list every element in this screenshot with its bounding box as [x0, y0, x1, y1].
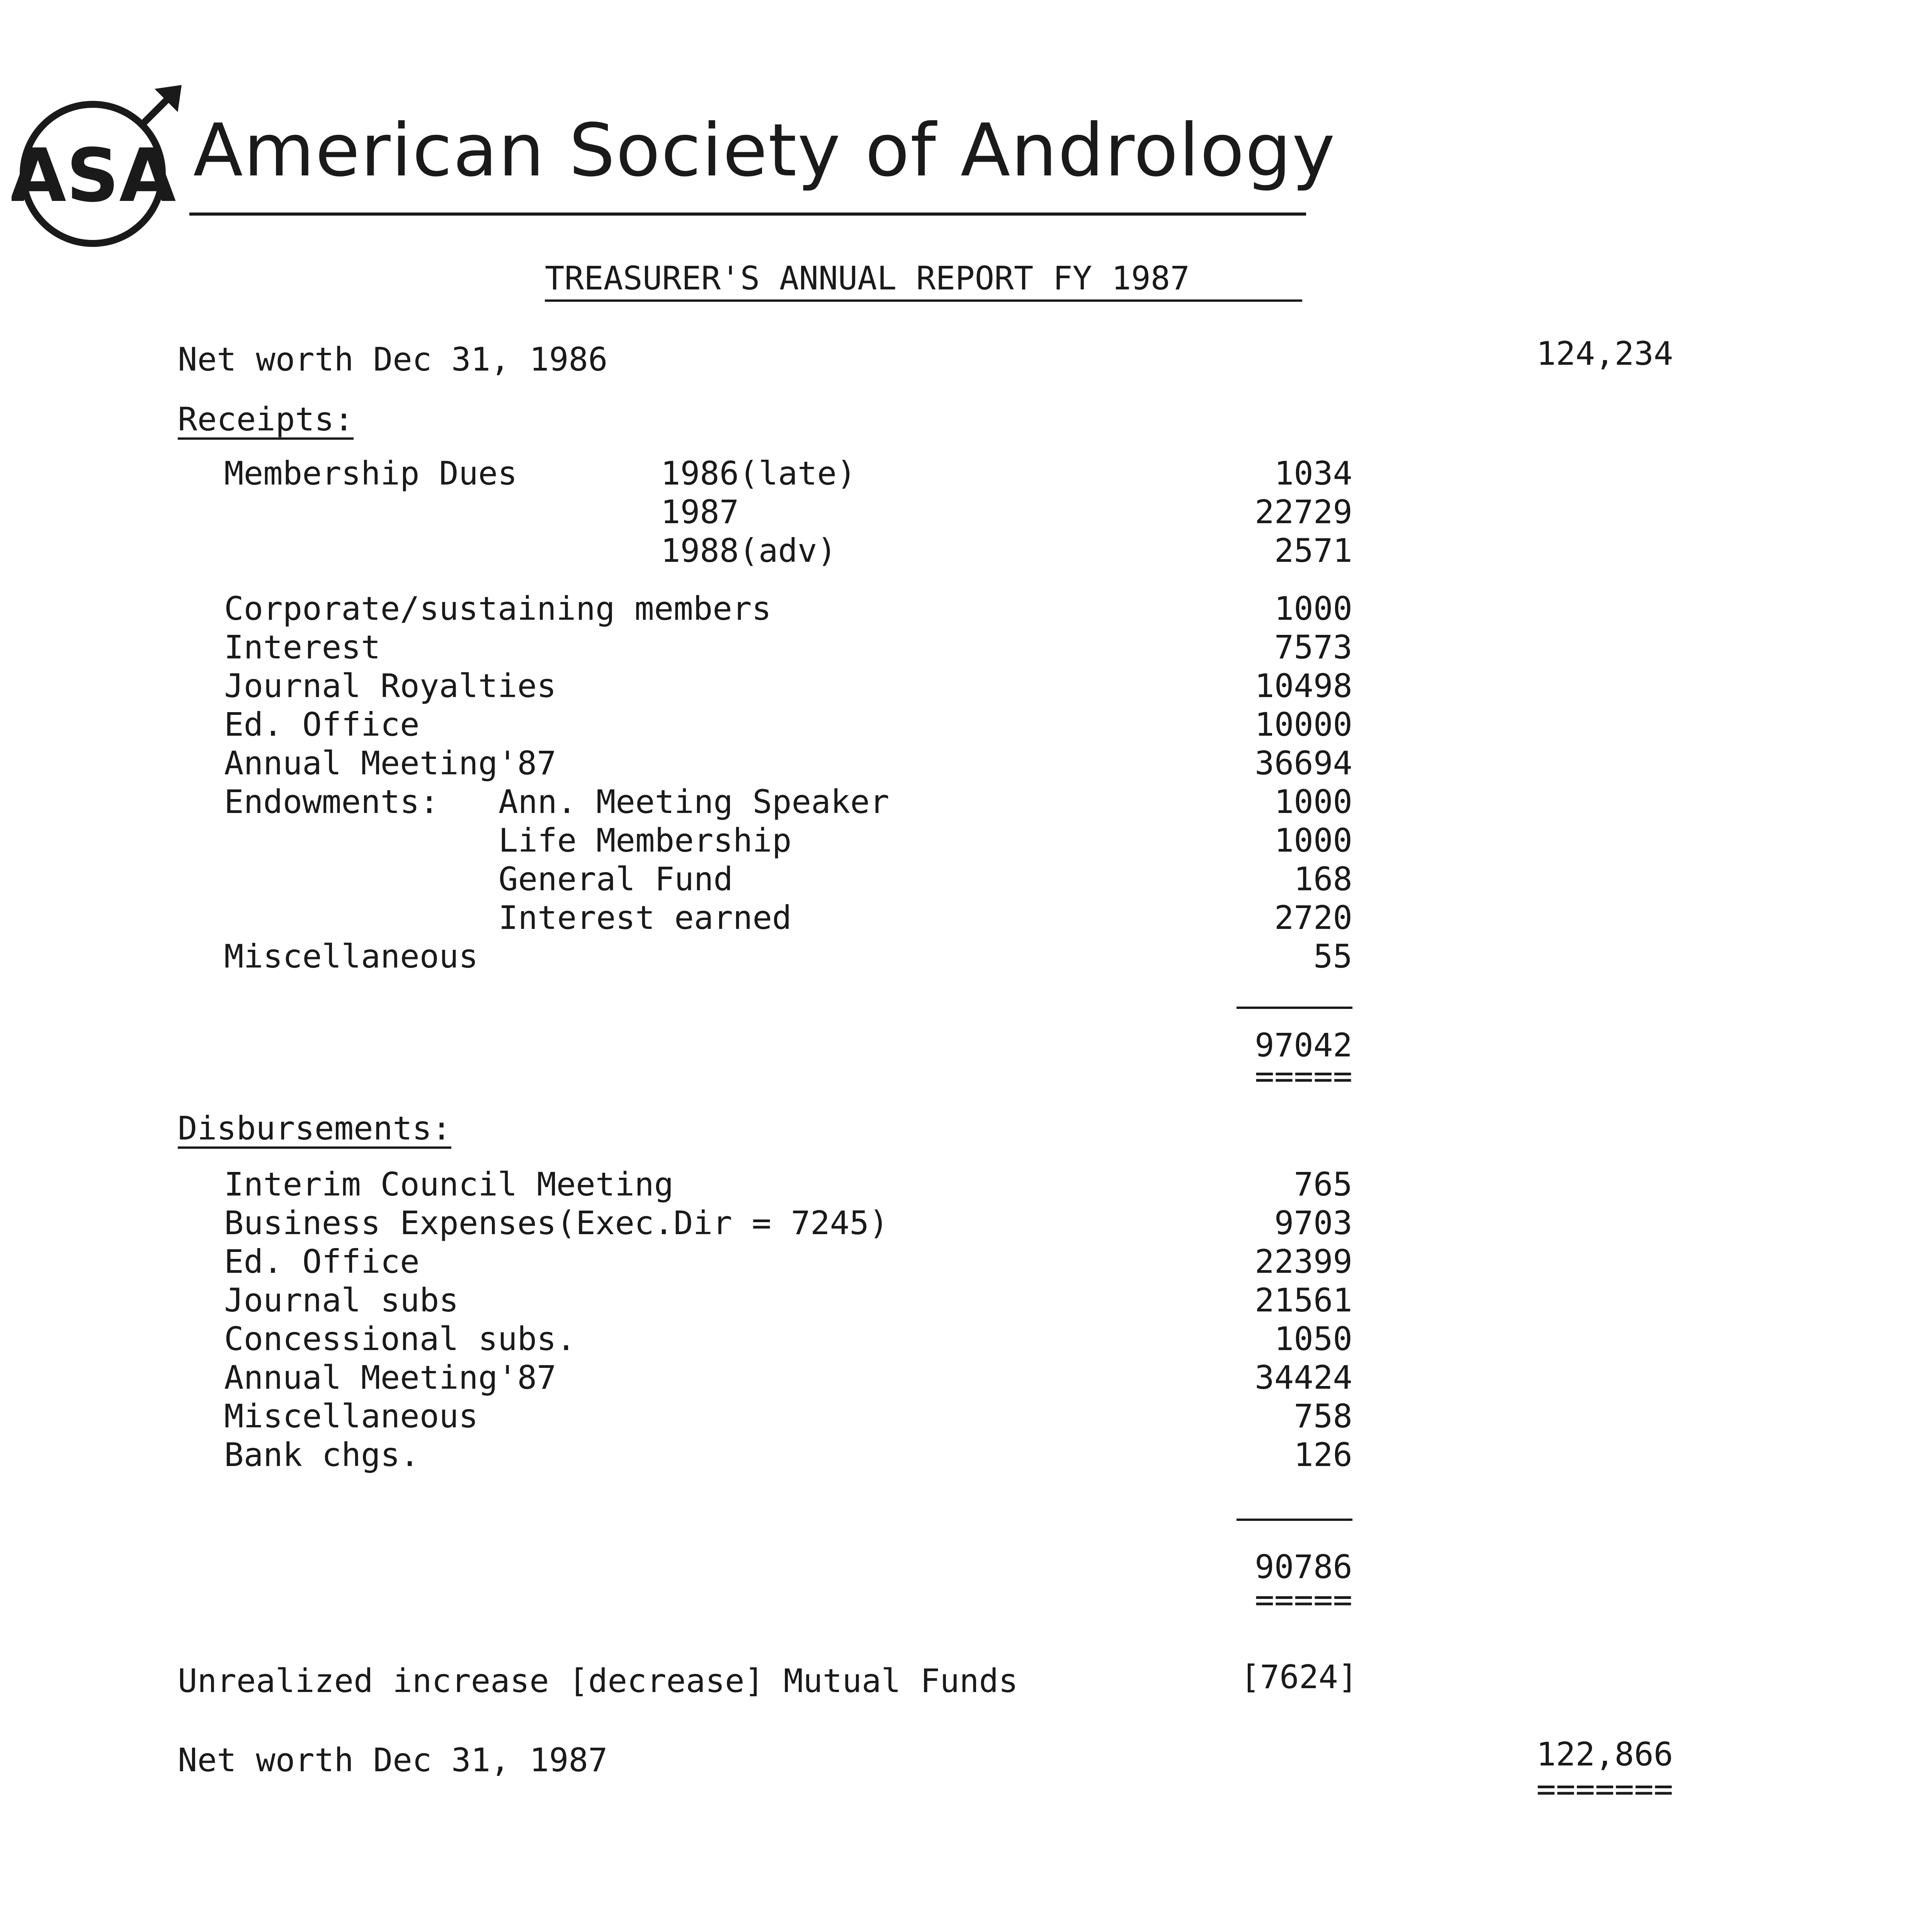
disbursement-amount: 758 — [1294, 1397, 1352, 1435]
receipts-total-rule — [1237, 1007, 1352, 1009]
endowment-label: Interest earned — [498, 899, 792, 937]
closing-net-worth-value: 122,866 — [1536, 1735, 1673, 1773]
opening-net-worth-label: Net worth Dec 31, 1986 — [178, 340, 608, 378]
logo-text: ASA — [12, 133, 176, 218]
title-underline — [545, 299, 1302, 302]
disbursement-label: Concessional subs. — [224, 1320, 576, 1358]
disbursement-label: Interim Council Meeting — [224, 1165, 674, 1203]
disbursement-amount: 22399 — [1255, 1243, 1352, 1281]
asa-logo — [12, 77, 189, 255]
unrealized-label: Unrealized increase [decrease] Mutual Funds — [178, 1662, 1018, 1700]
dues-year: 1988(adv) — [661, 532, 837, 570]
org-name: American Society of Andrology — [193, 108, 1336, 193]
closing-net-worth-label: Net worth Dec 31, 1987 — [178, 1741, 608, 1779]
disbursement-amount: 21561 — [1255, 1281, 1352, 1319]
disbursement-amount: 765 — [1294, 1165, 1352, 1203]
receipt-amount: 7573 — [1274, 628, 1352, 666]
dues-year: 1987 — [661, 493, 739, 531]
endowment-amount: 168 — [1294, 860, 1352, 898]
disbursements-heading: Disbursements: — [178, 1109, 452, 1147]
endowment-label: General Fund — [498, 860, 733, 898]
header-rule — [189, 213, 1306, 216]
receipts-heading: Receipts: — [178, 400, 354, 438]
dues-amount: 1034 — [1274, 454, 1352, 492]
membership-dues-label: Membership Dues — [224, 454, 517, 492]
receipt-amount: 10498 — [1255, 667, 1352, 705]
endowment-amount: 2720 — [1274, 899, 1352, 937]
disbursement-label: Bank chgs. — [224, 1436, 420, 1474]
endowment-amount: 1000 — [1274, 783, 1352, 821]
endowments-label: Endowments: — [224, 783, 439, 821]
receipt-amount: 10000 — [1255, 706, 1352, 743]
dues-amount: 22729 — [1255, 493, 1352, 531]
receipt-misc-label: Miscellaneous — [224, 937, 478, 975]
receipt-label: Journal Royalties — [224, 667, 556, 705]
report-title: TREASURER'S ANNUAL REPORT FY 1987 — [545, 259, 1190, 297]
closing-net-worth-mark: ======= — [1536, 1770, 1673, 1808]
disbursement-amount: 1050 — [1274, 1320, 1352, 1358]
opening-net-worth-value: 124,234 — [1536, 335, 1673, 372]
disbursement-label: Annual Meeting'87 — [224, 1359, 556, 1396]
receipts-total: 97042 — [1255, 1026, 1352, 1064]
disbursements-total-rule — [1237, 1519, 1352, 1521]
endowment-label: Ann. Meeting Speaker — [498, 783, 890, 821]
disbursement-label: Journal subs — [224, 1281, 459, 1319]
disbursement-label: Business Expenses(Exec.Dir = 7245) — [224, 1204, 889, 1242]
receipts-total-mark: ===== — [1255, 1057, 1352, 1095]
receipt-amount: 36694 — [1255, 744, 1352, 782]
receipt-label: Ed. Office — [224, 706, 420, 743]
endowment-amount: 1000 — [1274, 821, 1352, 859]
endowment-label: Life Membership — [498, 821, 792, 859]
disbursement-amount: 34424 — [1255, 1359, 1352, 1396]
disbursement-label: Ed. Office — [224, 1243, 420, 1281]
disbursement-amount: 126 — [1294, 1436, 1352, 1474]
disbursements-total-mark: ===== — [1255, 1581, 1352, 1619]
dues-amount: 2571 — [1274, 532, 1352, 570]
receipt-misc-amount: 55 — [1313, 937, 1352, 975]
receipt-label: Interest — [224, 628, 381, 666]
disbursements-total: 90786 — [1255, 1548, 1352, 1586]
asa-logo-icon — [12, 77, 189, 255]
disbursement-amount: 9703 — [1274, 1204, 1352, 1242]
unrealized-value: [7624] — [1240, 1658, 1358, 1696]
receipt-amount: 1000 — [1274, 590, 1352, 628]
receipt-label: Corporate/sustaining members — [224, 590, 772, 628]
dues-year: 1986(late) — [661, 454, 856, 492]
receipt-label: Annual Meeting'87 — [224, 744, 556, 782]
disbursement-label: Miscellaneous — [224, 1397, 478, 1435]
